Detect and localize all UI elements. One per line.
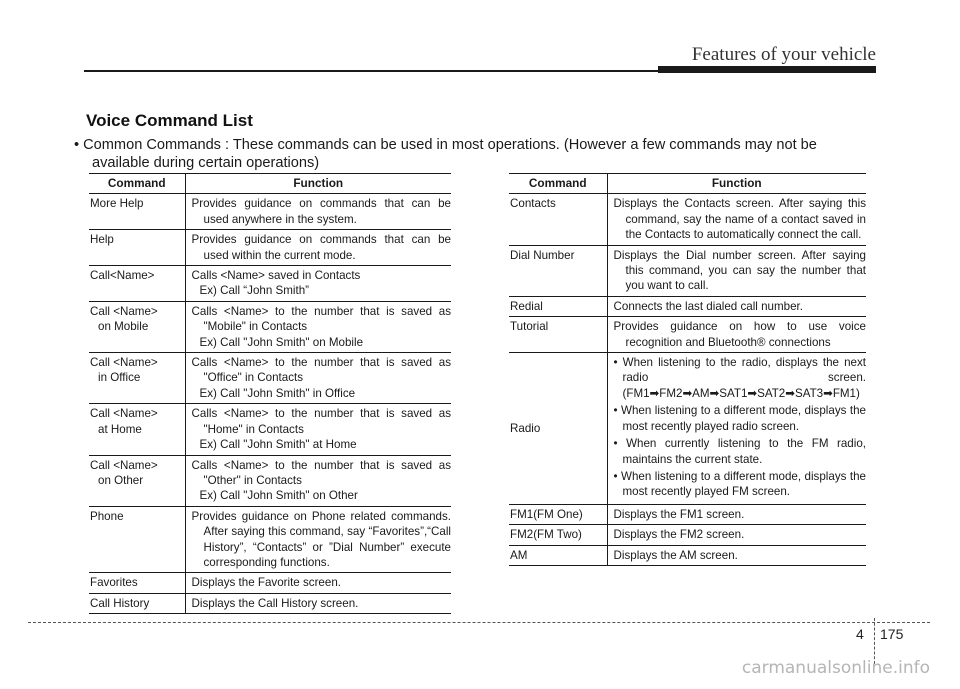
command-text-line2: on Other: [98, 473, 144, 487]
function-text: Provides guidance on Phone related commands. After saying this command, say “Favorites”,“Call History”, “Contacts” or ”Dial Number” execute corresponding functions.: [191, 509, 451, 569]
function-cell: [185, 353, 451, 404]
header-command: Command: [89, 174, 185, 194]
command-cell: Contacts: [509, 194, 607, 245]
table-row: [509, 317, 866, 353]
function-text: Displays the Dial number screen. After saying this command, you can say the number that you want to call.: [613, 248, 866, 293]
function-cell: [185, 404, 451, 455]
command-cell: Tutorial: [509, 317, 607, 353]
command-cell: [89, 353, 185, 404]
table-row: [509, 194, 866, 245]
watermark: carmanualsonline.info: [741, 658, 930, 678]
function-cell: Displays the FM1 screen.: [607, 504, 866, 524]
function-text: Calls <Name> to the number that is saved as "Home" in Contacts: [191, 407, 451, 436]
radio-bullet: • When currently listening to the FM radio, maintains the current state.: [613, 437, 866, 466]
command-cell: [89, 404, 185, 455]
table-header-row: [509, 174, 866, 194]
table-row: [89, 455, 451, 506]
command-text-line2: in Office: [98, 371, 141, 385]
function-text: Displays the Favorite screen.: [191, 576, 341, 590]
radio-bullet: • When listening to the radio, displays the next radio screen. (FM1➡FM2➡AM➡SAT1➡SAT2➡SAT3➡FM1): [613, 356, 866, 400]
table-row: [509, 525, 866, 545]
function-cell: [607, 353, 866, 505]
intro-paragraph: [74, 136, 884, 172]
function-cell: [185, 266, 451, 302]
command-text-line2: on Mobile: [98, 320, 149, 334]
table-row: [89, 404, 451, 455]
table-row: [89, 353, 451, 404]
command-cell: Favorites: [89, 573, 185, 593]
function-text: Provides guidance on commands that can be used within the current mode.: [191, 233, 451, 262]
intro-bullet: •: [74, 137, 80, 153]
function-cell: [607, 296, 866, 316]
function-cell: [185, 194, 451, 230]
function-example: Ex) Call “John Smith”: [199, 284, 310, 298]
command-text: Call <Name>: [90, 458, 158, 472]
function-cell: [185, 230, 451, 266]
chapter-number: 4: [856, 626, 864, 642]
table-header-row: [89, 174, 451, 194]
right-command-table: [509, 173, 866, 566]
table-row: [89, 593, 451, 613]
command-cell: More Help: [89, 194, 185, 230]
function-cell: [185, 573, 451, 593]
header-function: Function: [607, 174, 866, 194]
command-text-line2: at Home: [98, 422, 142, 436]
function-text: Displays the Contacts screen. After saying this command, say the name of a contact saved in the Contacts to automatically connect the call.: [613, 197, 866, 242]
function-cell: Displays the AM screen.: [607, 545, 866, 565]
table-row: [89, 573, 451, 593]
command-cell: FM2(FM Two): [509, 525, 607, 545]
function-cell: [607, 317, 866, 353]
table-row: [509, 296, 866, 316]
function-text: Displays the Call History screen.: [191, 596, 359, 610]
function-example: Ex) Call "John Smith" on Other: [199, 489, 358, 503]
command-cell: FM1(FM One): [509, 504, 607, 524]
command-cell: Phone: [89, 506, 185, 573]
table-row: [89, 194, 451, 230]
table-row: [89, 506, 451, 573]
command-cell: Help: [89, 230, 185, 266]
header-command: Command: [509, 174, 607, 194]
header-title: Features of your vehicle: [691, 44, 876, 65]
function-example: Ex) Call "John Smith" at Home: [199, 438, 357, 452]
function-cell: [185, 506, 451, 573]
command-cell: Dial Number: [509, 245, 607, 296]
radio-bullet: • When listening to a different mode, displays the most recently played FM screen.: [613, 469, 866, 499]
function-text: Provides guidance on commands that can be used anywhere in the system.: [191, 197, 451, 226]
function-cell: Displays the FM2 screen.: [607, 525, 866, 545]
command-cell: [89, 301, 185, 352]
footer-rule: [28, 622, 930, 623]
command-text: Call <Name>: [90, 304, 158, 318]
command-cell: [89, 455, 185, 506]
table-row: [509, 545, 866, 565]
function-text: Calls <Name> to the number that is saved as "Mobile" in Contacts: [191, 304, 451, 334]
function-text: Calls <Name> to the number that is saved as "Other" in Contacts: [191, 458, 451, 487]
command-cell: Radio: [509, 353, 607, 505]
command-text: Call <Name>: [90, 356, 158, 370]
command-cell: Call History: [89, 593, 185, 613]
function-cell: [185, 593, 451, 613]
intro-line-2: available during certain operations): [92, 155, 320, 171]
function-example: Ex) Call "John Smith" in Office: [199, 386, 356, 400]
radio-bullet: • When listening to a different mode, displays the most recently played radio screen.: [613, 404, 866, 433]
table-row: [89, 230, 451, 266]
function-text: Connects the last dialed call number.: [613, 299, 803, 313]
command-cell: Call<Name>: [89, 266, 185, 302]
table-row: [509, 245, 866, 296]
table-row: [509, 504, 866, 524]
function-example: Ex) Call "John Smith" on Mobile: [199, 335, 364, 349]
intro-line-1: Common Commands : These commands can be used in most operations. (However a few commands may not be: [83, 137, 817, 153]
function-text: Calls <Name> to the number that is saved as "Office" in Contacts: [191, 356, 451, 385]
section-title: Voice Command List: [86, 111, 253, 130]
table-row: [89, 266, 451, 302]
function-text: Provides guidance on how to use voice recognition and Bluetooth® connections: [613, 320, 866, 349]
header-rule-accent: [658, 66, 876, 73]
left-command-table: [89, 173, 451, 614]
table-row-radio: [509, 353, 866, 505]
command-cell: AM: [509, 545, 607, 565]
command-text: Call <Name>: [90, 407, 158, 421]
function-cell: [607, 194, 866, 245]
header-function: Function: [185, 174, 451, 194]
function-cell: [185, 301, 451, 352]
function-cell: [607, 245, 866, 296]
command-cell: Redial: [509, 296, 607, 316]
function-text: Calls <Name> saved in Contacts: [191, 269, 361, 283]
table-row: [89, 301, 451, 352]
function-cell: [185, 455, 451, 506]
page-number: 175: [880, 626, 904, 642]
